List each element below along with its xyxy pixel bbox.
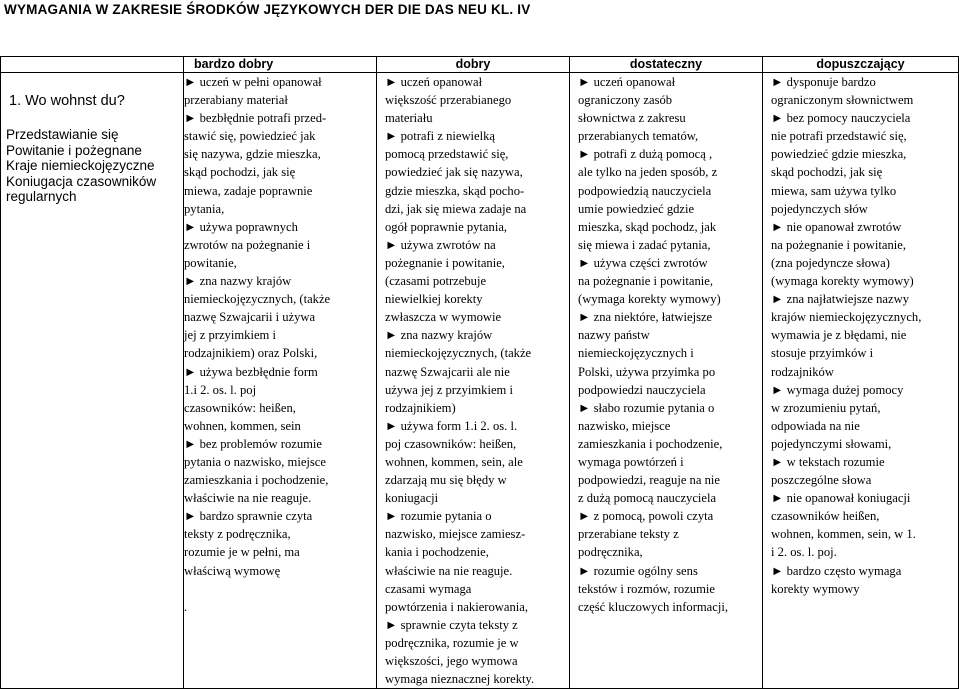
criteria-line: materiału: [385, 111, 433, 126]
criteria-line: na pożegnanie i powitanie,: [771, 237, 906, 252]
criteria-line: miewa, zadaje poprawnie: [184, 183, 313, 198]
header-grade-dopuszczajacy: dopuszczający: [763, 57, 959, 73]
criteria-line: powtórzenia i nakierowania,: [385, 599, 529, 614]
criteria-line: przerabiany materiał: [184, 93, 288, 108]
criteria-line: ► bez pomocy nauczyciela: [771, 111, 911, 126]
criteria-line: ► sprawnie czyta teksty z: [385, 617, 518, 632]
criteria-line: Polski, używa przyimka po: [578, 364, 716, 379]
criteria-line: nie potrafi przedstawić się,: [771, 129, 907, 144]
criteria-line: korekty wymowy: [771, 581, 860, 596]
criteria-line: zwłaszcza w wymowie: [385, 310, 502, 325]
criteria-line: większość przerabianego: [385, 93, 512, 108]
criteria-line: i 2. os. l. poj.: [771, 545, 837, 560]
criteria-line: odpowiada na nie: [771, 418, 860, 433]
criteria-line: ► rozumie ogólny sens: [578, 563, 698, 578]
criteria-line: podpowiedzią nauczyciela: [578, 183, 712, 198]
criteria-line: ograniczonym słownictwem: [771, 93, 914, 108]
criteria-line: wymawia je z błędami, nie: [771, 328, 907, 343]
criteria-line: nazwę Szwajcarii i używa: [184, 310, 316, 325]
criteria-line: (wymaga korekty wymowy): [771, 274, 914, 289]
criteria-line: niewielkiej korekty: [385, 292, 483, 307]
criteria-line: [184, 580, 376, 598]
criteria-line: ► bezbłędnie potrafi przed-: [184, 111, 327, 126]
unit-topic-cell: [1, 73, 184, 689]
criteria-line: używa jej z przyimkiem i: [385, 382, 513, 397]
criteria-line: miewa, sam używa tylko: [771, 183, 897, 198]
criteria-line: stawić się, powiedzieć jak: [184, 129, 316, 144]
criteria-line: ► używa poprawnych: [184, 219, 298, 234]
criteria-line: właściwie na nie reaguje.: [385, 563, 513, 578]
criteria-line: 1.i 2. os. l. poj: [184, 382, 257, 397]
criteria-line: ► zna najłatwiejsze nazwy: [771, 292, 909, 307]
criteria-line: gdzie mieszka, skąd pocho-: [385, 183, 525, 198]
criteria-line: ► bardzo sprawnie czyta: [184, 509, 313, 524]
criteria-line: nazwisko, miejsce: [578, 418, 671, 433]
criteria-line: właściwie na nie reaguje.: [184, 491, 312, 506]
criteria-line: pojedynczych słów: [771, 201, 868, 216]
criteria-line: podręcznika, rozumie je w: [385, 635, 519, 650]
criteria-line: (zna pojedyncze słowa): [771, 255, 890, 270]
criteria-line: ► używa form 1.i 2. os. l.: [385, 418, 518, 433]
criteria-line: się miewa i zadać pytania,: [578, 237, 711, 252]
criteria-line: ograniczony zasób: [578, 93, 673, 108]
criteria-line: poj czasowników: heißen,: [385, 436, 517, 451]
criteria-line: ► uczeń opanował: [578, 75, 676, 89]
criteria-cell-bardzo-dobry: [184, 73, 377, 689]
criteria-line: powiedzieć jak się nazywa,: [385, 165, 523, 180]
criteria-line: skąd pochodzi, jak się: [184, 165, 296, 180]
criteria-line: ► uczeń w pełni opanował: [184, 75, 322, 89]
criteria-line: rodzajników: [771, 364, 834, 379]
topic-item: Powitanie i pożegnane: [6, 142, 142, 158]
criteria-line: ► potrafi z dużą pomocą ,: [578, 147, 713, 162]
criteria-line: (czasami potrzebuje: [385, 274, 487, 289]
topic-item: Kraje niemieckojęzyczne: [6, 158, 155, 173]
criteria-cell-dobry: [377, 73, 570, 689]
criteria-line: ► potrafi z niewielką: [385, 129, 496, 144]
criteria-line: przerabianych tematów,: [578, 129, 699, 144]
criteria-line: nazwisko, miejsce zamiesz-: [385, 527, 526, 542]
criteria-line: nazwy państw: [578, 328, 650, 343]
criteria-line: jej z przyimkiem i: [184, 328, 276, 343]
criteria-line: ► zna nazwy krajów: [184, 274, 292, 289]
criteria-line: powiedzieć gdzie mieszka,: [771, 147, 907, 162]
criteria-line: stosuje przyimków i: [771, 346, 874, 361]
criteria-line: ale tylko na jeden sposób, z: [578, 165, 718, 180]
criteria-line: ► używa bezbłędnie form: [184, 364, 318, 379]
criteria-line: czasowników heißen,: [771, 509, 880, 524]
criteria-line: ► bardzo często wymaga: [771, 563, 902, 578]
unit-topic-list: [1, 109, 183, 205]
criteria-line: nazwę Szwajcarii ale nie: [385, 364, 510, 379]
criteria-line: kania i pochodzenie,: [385, 545, 489, 560]
header-topic: [1, 57, 184, 73]
criteria-line: niemieckojęzycznych, (także: [184, 292, 331, 307]
criteria-line: ► w tekstach rozumie: [771, 454, 885, 469]
criteria-line: ► zna niektóre, łatwiejsze: [578, 310, 713, 325]
criteria-line: podpowiedzi nauczyciela: [578, 382, 706, 397]
criteria-line: czasami wymaga: [385, 581, 472, 596]
criteria-line: przerabiane teksty z: [578, 527, 679, 542]
criteria-line: ► używa części zwrotów: [578, 255, 708, 270]
criteria-line: pytania o nazwisko, miejsce: [184, 454, 326, 469]
criteria-line: pożegnanie i powitanie,: [385, 255, 505, 270]
criteria-line: wohnen, kommen, sein: [184, 418, 301, 433]
criteria-line: zamieszkania i pochodzenie,: [184, 473, 329, 488]
header-row: [1, 57, 959, 73]
criteria-line: w zrozumieniu pytań,: [771, 400, 881, 415]
criteria-line: zamieszkania i pochodzenie,: [578, 436, 723, 451]
criteria-line: ► używa zwrotów na: [385, 237, 496, 252]
unit-row: [1, 73, 959, 689]
criteria-line: ► zna nazwy krajów: [385, 328, 493, 343]
criteria-line: pojedynczymi słowami,: [771, 436, 892, 451]
header-grade-dostateczny: dostateczny: [570, 57, 763, 73]
criteria-line: wohnen, kommen, sein, w 1.: [771, 527, 916, 542]
document-title: WYMAGANIA W ZAKRESIE ŚRODKÓW JĘZYKOWYCH DER DIE DAS NEU KL. IV: [4, 2, 531, 17]
criteria-line: (wymaga korekty wymowy): [578, 292, 721, 307]
criteria-line: wymaga powtórzeń i: [578, 454, 684, 469]
criteria-line: z dużą pomocą nauczyciela: [578, 491, 717, 506]
criteria-line: ► słabo rozumie pytania o: [578, 400, 715, 415]
criteria-line: właściwą wymowę: [184, 563, 281, 578]
criteria-line: ► z pomocą, powoli czyta: [578, 509, 714, 524]
criteria-line: mieszka, skąd pochodz, jak: [578, 219, 717, 234]
criteria-line: czasowników: heißen,: [184, 400, 296, 415]
topic-item: regularnych: [6, 189, 77, 204]
criteria-line: ► nie opanował zwrotów: [771, 219, 902, 234]
header-grade-bardzo-dobry: bardzo dobry: [184, 57, 377, 73]
criteria-line: wohnen, kommen, sein, ale: [385, 454, 523, 469]
criteria-line: rodzajnikiem): [385, 400, 456, 415]
criteria-line: tekstów i rozmów, rozumie: [578, 581, 715, 596]
criteria-line: .: [184, 599, 188, 614]
criteria-line: podręcznika,: [578, 545, 643, 560]
criteria-line: pytania,: [184, 201, 225, 216]
criteria-line: pomocą przedstawić się,: [385, 147, 509, 162]
criteria-line: się nazywa, gdzie mieszka,: [184, 147, 321, 162]
criteria-line: zwrotów na pożegnanie i: [184, 237, 311, 252]
criteria-cell-dopuszczajacy: [763, 73, 959, 689]
criteria-line: niemieckojęzycznych, (także: [385, 346, 532, 361]
criteria-line: podpowiedzi, reaguje na nie: [578, 473, 720, 488]
criteria-line: koniugacji: [385, 491, 439, 506]
criteria-line: teksty z podręcznika,: [184, 527, 291, 542]
criteria-line: zdarzają mu się błędy w: [385, 473, 507, 488]
criteria-line: ► wymaga dużej pomocy: [771, 382, 904, 397]
criteria-cell-dostateczny: [570, 73, 763, 689]
criteria-line: na pożegnanie i powitanie,: [578, 274, 713, 289]
criteria-line: większości, jego wymowa: [385, 654, 518, 668]
requirements-table: [0, 56, 959, 689]
criteria-line: ► uczeń opanował: [385, 75, 483, 89]
criteria-line: część kluczowych informacji,: [578, 599, 729, 614]
criteria-line: skąd pochodzi, jak się: [771, 165, 883, 180]
criteria-line: wymaga nieznacznej korekty.: [385, 672, 535, 687]
topic-item: Przedstawianie się: [6, 127, 119, 142]
criteria-line: krajów niemieckojęzycznych,: [771, 310, 922, 325]
criteria-line: ► nie opanował koniugacji: [771, 491, 911, 506]
criteria-line: niemieckojęzycznych i: [578, 346, 694, 361]
header-grade-dobry: dobry: [377, 57, 570, 73]
criteria-line: ► bez problemów rozumie: [184, 436, 323, 451]
criteria-line: dzi, jak się miewa zadaje na: [385, 201, 527, 216]
topic-item: Koniugacja czasowników: [6, 173, 157, 189]
criteria-line: ► dysponuje bardzo: [771, 75, 876, 89]
criteria-line: ogół poprawnie pytania,: [385, 219, 508, 234]
unit-question: 1. Wo wohnst du?: [9, 93, 125, 109]
criteria-line: słownictwa z zakresu: [578, 111, 686, 126]
criteria-line: poszczególne słowa: [771, 473, 872, 488]
criteria-line: ► rozumie pytania o: [385, 509, 492, 524]
criteria-line: rozumie je w pełni, ma: [184, 545, 300, 560]
criteria-line: umie powiedzieć gdzie: [578, 201, 695, 216]
criteria-line: powitanie,: [184, 255, 237, 270]
criteria-line: rodzajnikiem) oraz Polski,: [184, 346, 318, 361]
